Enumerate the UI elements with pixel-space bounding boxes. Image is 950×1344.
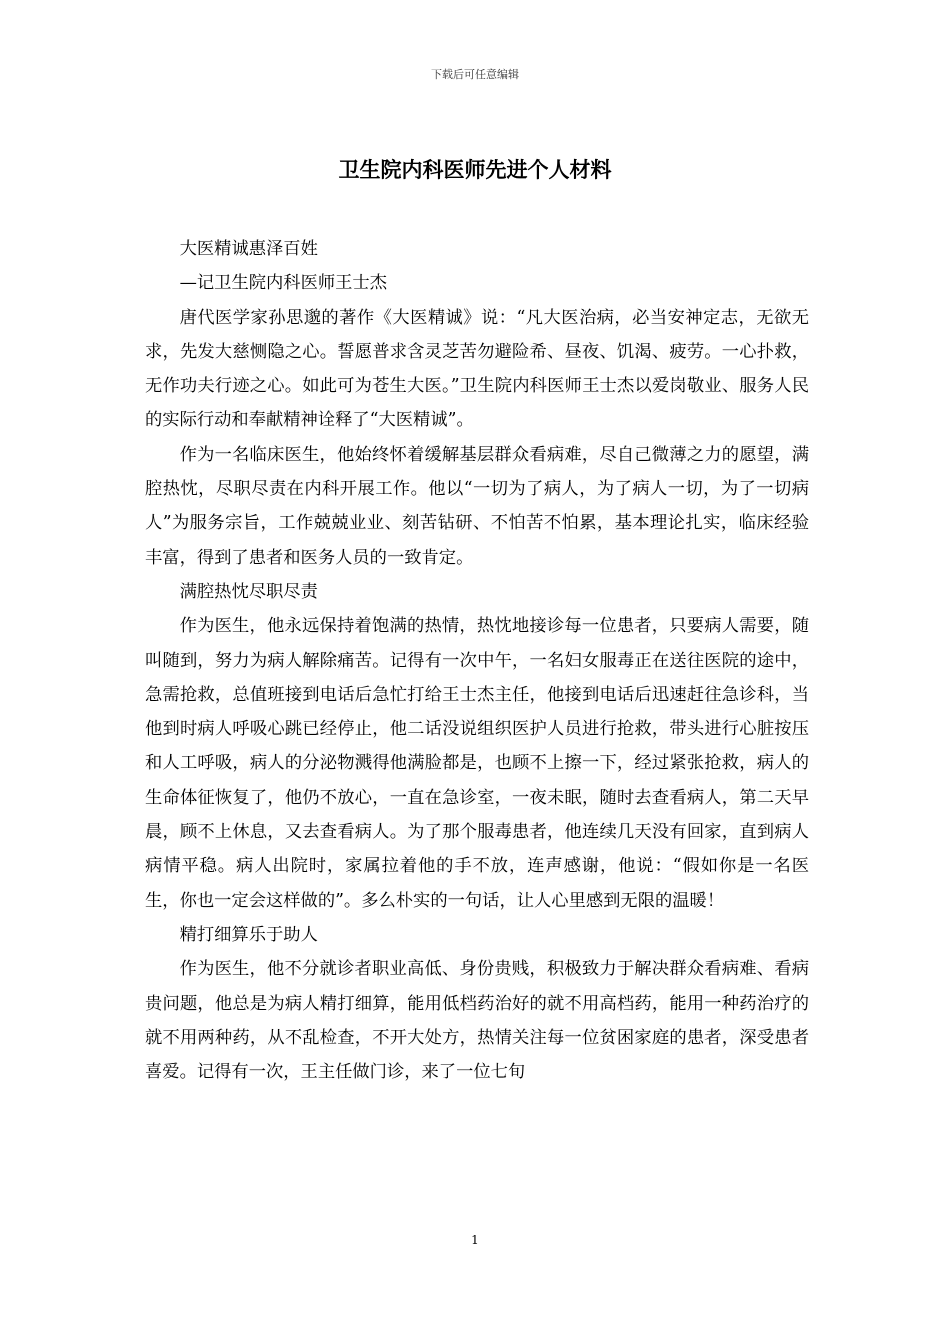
document-title: 卫生院内科医师先进个人材料 <box>338 158 612 182</box>
section-heading-frugal: 精打细算乐于助人 <box>179 924 318 945</box>
paragraph-emergency-story: 作为医生，他永远保持着饱满的热情，热忱地接诊每一位患者，只要病人需要，随叫随到，努力为病人解除痛苦。记得有一次中午，一名妇女服毒正在送往医院的途中，急需抢救，总值班接到电话后急忙打给王士杰主任，他接到电话后迅速赶往急诊科，当他到时病人呼吸心跳已经停止，他二话没说组织医护人员进行抢救，带头进行心脏按压和人工呼吸，病人的分泌物溅得他满脸都是，也顾不上擦一下，经过紧张抢救，病人的生命体征恢复了，他仍不放心，一直在急诊室，一夜未眠，随时去查看病人，第二天早晨，顾不上休息，又去查看病人。为了那个服毒患者，他连续几天没有回家，直到病人病情平稳。病人出院时，家属拉着他的手不放，连声感谢，他说：“假如你是一名医生，你也一定会这样做的”。多么朴实的一句话，让人心里感到无限的温暖！ <box>145 616 809 911</box>
page-number: 1 <box>471 1233 479 1247</box>
subtitle-heading: 大医精诚惠泽百姓 <box>179 239 318 259</box>
paragraph-frugal-care: 作为医生，他不分就诊者职业高低、身份贵贱，积极致力于解决群众看病难、看病贵问题，他总是为病人精打细算，能用低档药治好的就不用高档药，能用一种药治疗的就不用两种药，从不乱检查，不开大处方，热情关注每一位贫困家庭的患者，深受患者喜爱。记得有一次，王主任做门诊，来了一位七旬 <box>145 959 809 1083</box>
section-heading-enthusiasm: 满腔热忱尽职尽责 <box>179 581 318 602</box>
subtitle-byline: —记卫生院内科医师王士杰 <box>179 273 387 294</box>
page-header: 下载后可任意编辑 <box>431 68 519 81</box>
paragraph-intro: 唐代医学家孙思邈的著作《大医精诚》说：“凡大医治病，必当安神定志，无欲无求，先发大慈恻隐之心。誓愿普求含灵芝苦勿避险希、昼夜、饥渴、疲劳。一心扑救，无作功夫行迹之心。如此可为苍生大医。”卫生院内科医师王士杰以爱岗敬业、服务人民的实际行动和奉献精神诠释了“大医精诚”。 <box>145 307 809 431</box>
document-body <box>145 232 809 1089</box>
paragraph-clinical-doctor: 作为一名临床医生，他始终怀着缓解基层群众看病难，尽自己微薄之力的愿望，满腔热忱，尽职尽责在内科开展工作。他以“一切为了病人，为了病人一切，为了一切病人”为服务宗旨，工作兢兢业业、刻苦钻研、不怕苦不怕累，基本理论扎实，临床经验丰富，得到了患者和医务人员的一致肯定。 <box>145 444 809 568</box>
